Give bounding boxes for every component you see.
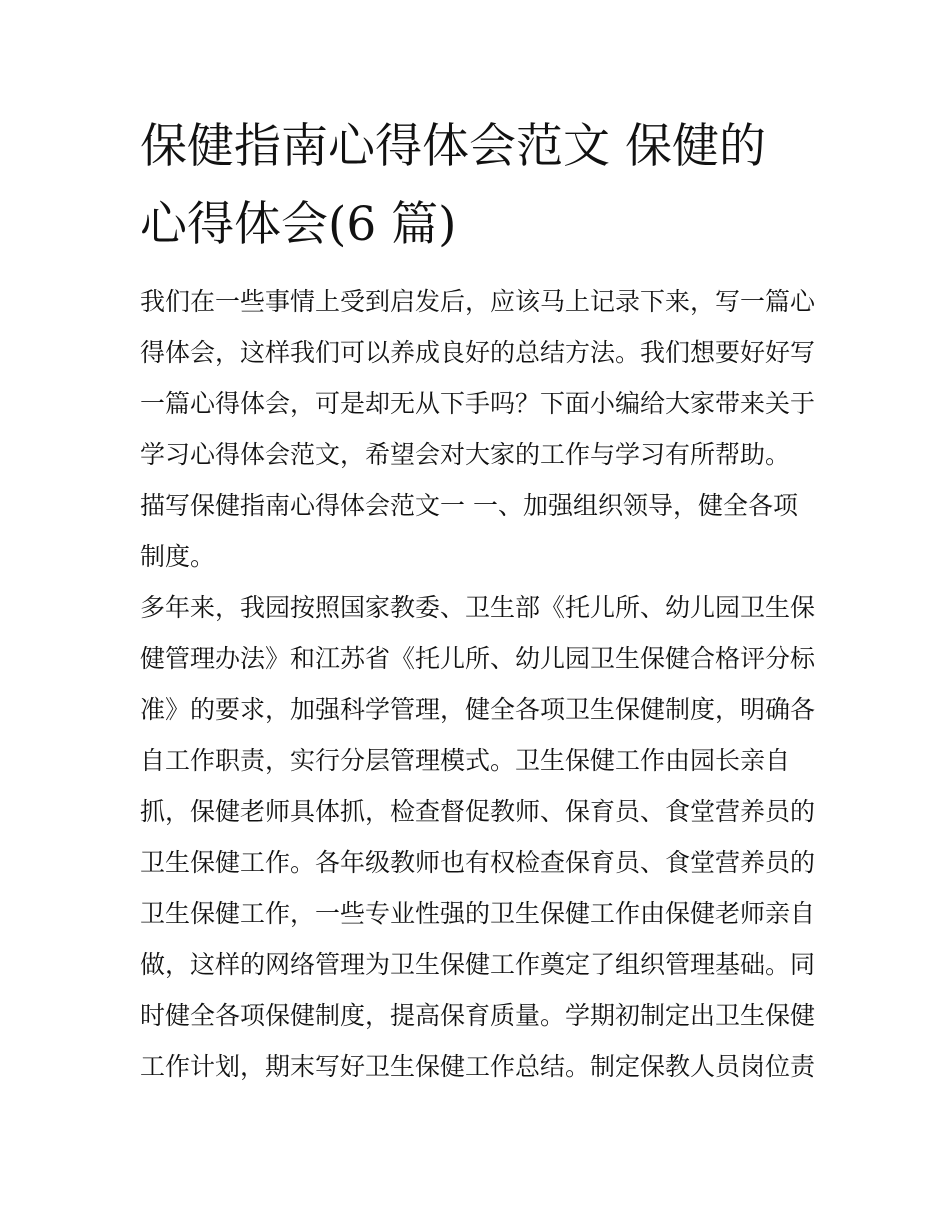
body-line: 一篇心得体会，可是却无从下手吗？下面小编给大家带来关于: [140, 389, 816, 418]
body-line: 健管理办法》和江苏省《托儿所、幼儿园卫生保健合格评分标: [140, 644, 816, 673]
body-line: 时健全各项保健制度，提高保育质量。学期初制定出卫生保健: [140, 1001, 816, 1030]
body-line: 得体会，这样我们可以养成良好的总结方法。我们想要好好写: [140, 338, 816, 367]
body-line: 准》的要求，加强科学管理，健全各项卫生保健制度，明确各: [140, 695, 816, 724]
body-line: 卫生保健工作，一些专业性强的卫生保健工作由保健老师亲自: [140, 899, 816, 928]
title-line: 心得体会(6 篇): [140, 197, 457, 252]
body-line: 制度。: [140, 542, 216, 571]
document-title: [140, 108, 820, 264]
title-line: 保健指南心得体会范文 保健的: [140, 119, 766, 174]
document-body: [140, 276, 830, 1092]
body-line: 多年来，我园按照国家教委、卫生部《托儿所、幼儿园卫生保: [140, 593, 816, 622]
body-line: 我们在一些事情上受到启发后，应该马上记录下来，写一篇心: [140, 287, 816, 316]
body-line: 学习心得体会范文，希望会对大家的工作与学习有所帮助。: [140, 440, 791, 469]
body-line: 做，这样的网络管理为卫生保健工作奠定了组织管理基础。同: [140, 950, 816, 979]
body-line: 描写保健指南心得体会范文一 一、加强组织领导，健全各项: [140, 491, 798, 520]
body-line: 工作计划，期末写好卫生保健工作总结。制定保教人员岗位责: [140, 1052, 816, 1081]
body-line: 自工作职责，实行分层管理模式。卫生保健工作由园长亲自: [140, 746, 791, 775]
body-line: 卫生保健工作。各年级教师也有权检查保育员、食堂营养员的: [140, 848, 816, 877]
body-line: 抓，保健老师具体抓，检查督促教师、保育员、食堂营养员的: [140, 797, 816, 826]
